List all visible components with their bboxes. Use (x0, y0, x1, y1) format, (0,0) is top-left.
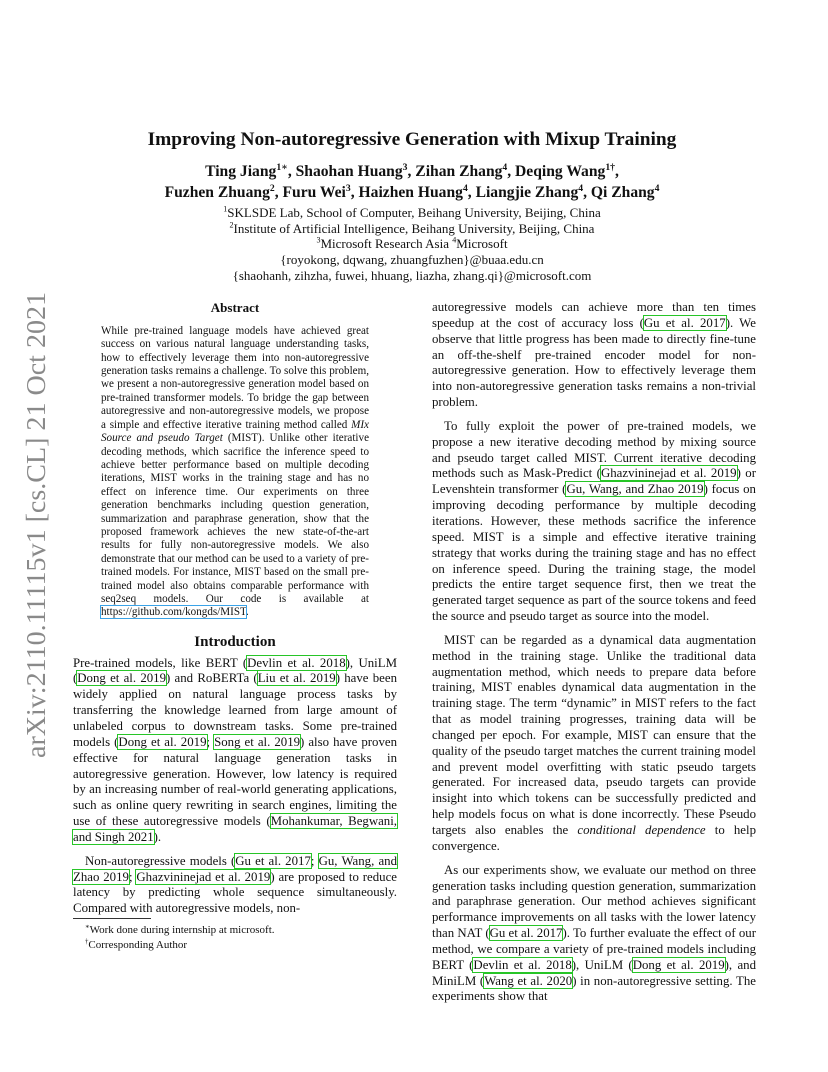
body-paragraph-4: As our experiments show, we evaluate our method on three generation tasks including question generation, summarization and paraphrase generation. Our method achieves significant performance improvements on all tasks with the lower latency than NAT (Gu et al. 2017). To further evaluate the effect of our method, we compare a variety of pre-trained models including BERT (Devlin et al. 2018), UniLM (Dong et al. 2019), and MiniLM (Wang et al. 2020) in non-autoregressive setting. The experiments show that (432, 862, 757, 1004)
arxiv-id: arXiv:2110.11115v1 [cs.CL] 21 Oct 2021 (20, 300, 51, 758)
citation-link[interactable]: Gu, Wang, and Zhao 2019 (566, 482, 704, 497)
citation-link[interactable]: Gu et al. 2017 (489, 926, 563, 941)
footnote-1: ∗Work done during internship at microsoft. (85, 923, 275, 936)
citation-link[interactable]: Mohankumar, Begwani, and Singh 2021 (73, 814, 397, 844)
footnotes (73, 923, 397, 952)
author-line-1: Ting Jiang$^{1∗}$, Shaohan Huang$^3$, Zihan Zhang$^4$, Deqing Wang$^{1\dagger}$, (205, 161, 619, 180)
citation-link[interactable]: Devlin et al. 2018 (247, 655, 346, 670)
body-paragraph-3: MIST can be regarded as a dynamical data augmentation method in the training stage. Unlike the traditional data augmentation method, which needs to prepare data before training, MIST enables dynamical data augmentation in the training stage. The term “dynamic” in MIST refers to the fact that as model training progresses, training data will be changed per epoch. For example, MIST can ensure that the quality of the pseudo target matches the current training model and prevent model overfitting with static pseudo targets generated. For increased data, pseudo targets can provide insight into which tokens can be successfully predicted and help models focus on what is done incorrectly. These Pseudo targets also enables the conditional dependence to help convergence. (432, 632, 756, 853)
affiliations (80, 205, 744, 284)
email-line-1: {royokong, dqwang, zhuangfuzhen}@buaa.edu.cn (280, 252, 544, 268)
citation-link[interactable]: Devlin et al. 2018 (473, 957, 572, 972)
citation-link[interactable]: Song et al. 2019 (214, 734, 301, 749)
left-column (73, 300, 397, 925)
intro-paragraph-2: Non-autoregressive models (Gu et al. 2017; Gu, Wang, and Zhao 2019; Ghazvininejad et al. 2019) are proposed to reduce latency by predicting whole sequence simultaneously. Compared with autoregressive models, non- (73, 853, 398, 916)
paper-title: Improving Non-autoregressive Generation with Mixup Training (147, 129, 677, 150)
affiliation-3: $^3$Microsoft Research Asia $^4$Microsoft (316, 236, 508, 252)
citation-link[interactable]: Gu, Wang, and Zhao 2019 (73, 853, 397, 884)
citation-link[interactable]: Ghazvininejad et al. 2019 (600, 466, 737, 481)
footnote-rule (73, 918, 151, 919)
abstract-body: While pre-trained language models have achieved great success on various natural language understanding tasks, how to effectively leverage them into non-autoregressive generation tasks remains a challenge. To solve this problem, we present a non-autoregressive generation model based on pre-trained transformer models. To bridge the gap between autoregressive and non-autoregressive models, we propose a simple and effective iterative training method called MIx Source and pseudo Target (MIST). Unlike other iterative decoding methods, which sacrifice the inference speed to achieve better performance based on multiple decoding iterations, MIST works in the training stage and has no effect on inference time. Our experiments on three generation benchmarks including question generation, summarization and paraphrase generation, show that the proposed framework achieves the new state-of-the-art results for fully non-autoregressive models. We also demonstrate that our method can be used to a variety of pre-trained models. For instance, MIST based on the small pre-trained model also obtains comparable performance with seq2seq models. Our code is available at https://github.com/kongds/MIST. (101, 324, 369, 619)
abstract-heading: Abstract (210, 300, 260, 315)
body-paragraph-1: autoregressive models can achieve more than ten times speedup at the cost of accuracy loss (Gu et al. 2017). We observe that little progress has been made to directly fine-tune an off-the-shelf pre-trained encoder model for non-autoregressive generation. How to effectively leverage them into non-autoregressive generation tasks remains a non-trivial problem. (432, 300, 756, 410)
citation-link[interactable]: Dong et al. 2019 (118, 734, 207, 749)
code-url-link[interactable]: https://github.com/kongds/MIST (101, 606, 246, 619)
body-paragraph-2: To fully exploit the power of pre-trained models, we propose a new iterative decoding method by mixing source and pseudo target called MIST. Current iterative decoding methods such as Mask-Predict (Ghazvininejad et al. 2019) or Levenshtein transformer (Gu, Wang, and Zhao 2019) focus on improving decoding performance by multiple decoding iterations. However, these methods sacrifice the inference speed. MIST is a simple and effective iterative training strategy that works during the training stage and has no effect on inference speed. During the training stage, the model predicts the entire target sequence first, then we treat the generated target sequence as part of the source tokens and feed the source and pseudo target as source into the model. (432, 418, 756, 624)
citation-link[interactable]: Liu et al. 2019 (257, 671, 336, 686)
footnote-2: †Corresponding Author (85, 937, 188, 951)
citation-link[interactable]: Gu et al. 2017 (235, 853, 311, 868)
citation-link[interactable]: Ghazvininejad et al. 2019 (136, 869, 271, 884)
author-line-2: Fuzhen Zhuang$^2$, Furu Wei$^3$, Haizhen Huang$^4$, Liangjie Zhang$^4$, Qi Zhang$^4$ (164, 182, 660, 201)
citation-link[interactable]: Wang et al. 2020 (484, 973, 573, 988)
citation-link[interactable]: Dong et al. 2019 (632, 957, 725, 972)
citation-link[interactable]: Gu et al. 2017 (643, 315, 726, 330)
intro-paragraph-1: Pre-trained models, like BERT (Devlin et al. 2018), UniLM (Dong et al. 2019) and RoBERTa (Liu et al. 2019) have been widely applied on natural language process tasks by transferring the knowledge learned from large amount of unlabeled corpus to downstream tasks. Some pre-trained models (Dong et al. 2019; Song et al. 2019) also have proven effective for natural language generation tasks in autoregressive generation. However, low latency is required by an increasing number of real-world generating applications, such as online query rewriting in search engines, limiting the use of these autoregressive models (Mohankumar, Begwani, and Singh 2021). (73, 655, 398, 844)
arxiv-stamp (10, 290, 60, 760)
author-list (80, 161, 744, 203)
introduction-heading: Introduction (194, 633, 276, 650)
affiliation-2: $^2$Institute of Artificial Intelligence, Beihang University, Beijing, China (229, 220, 595, 236)
email-line-2: {shaohanh, zihzha, fuwei, hhuang, liazha, zhang.qi}@microsoft.com (232, 267, 592, 283)
affiliation-1: $^1$SKLSDE Lab, School of Computer, Beihang University, Beijing, China (223, 204, 601, 220)
citation-link[interactable]: Dong et al. 2019 (77, 671, 167, 686)
right-column (432, 300, 756, 1013)
